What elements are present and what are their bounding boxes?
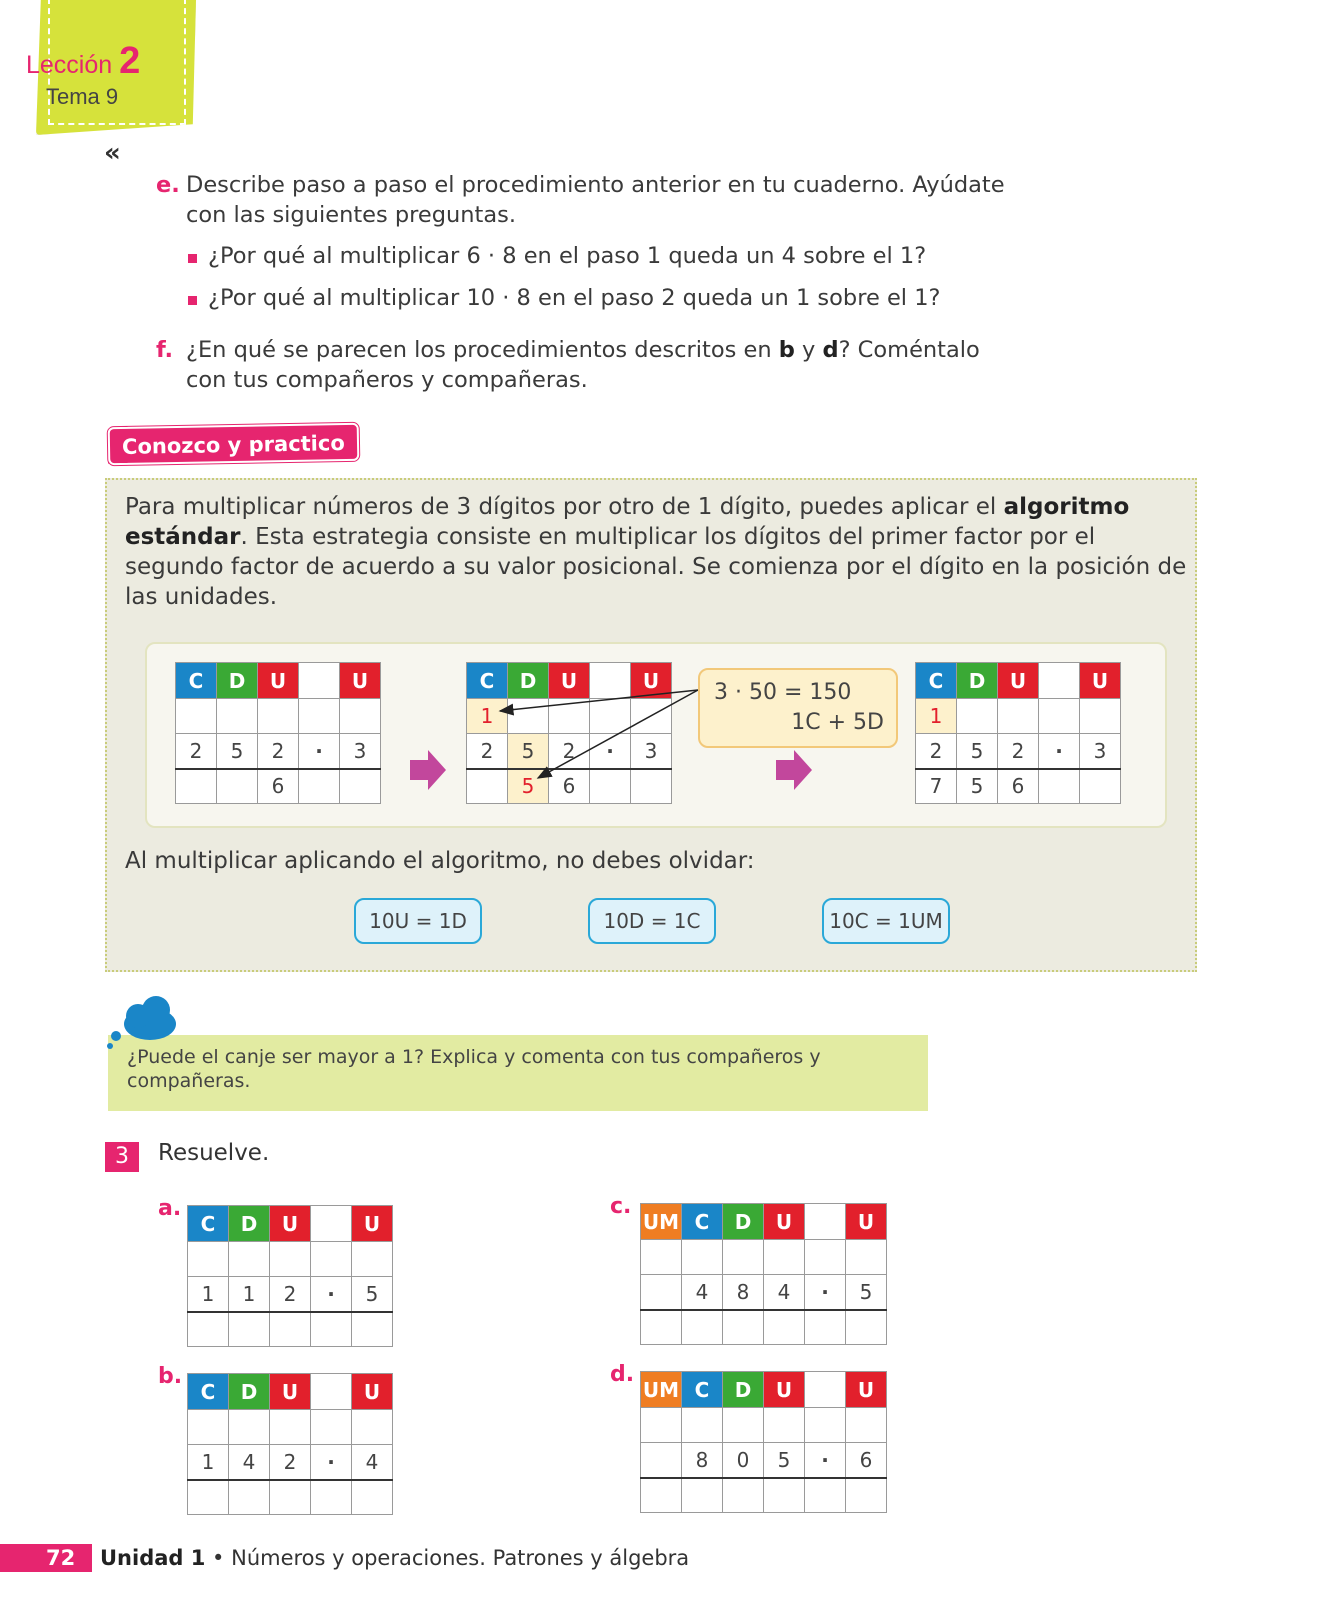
exercise-d-letter: d. (610, 1362, 635, 1387)
step-2-table: C D U U 1 2 5 2 · 3 5 6 (466, 662, 672, 804)
item-f-line1: ¿En qué se parecen los procedimientos descritos en b y d? Coméntalo (186, 337, 980, 363)
exercise-title: Resuelve. (158, 1140, 270, 1166)
item-f-letter: f. (156, 337, 174, 363)
info-line-2: estándar. Esta estrategia consiste en multiplicar los dígitos del primer factor por el (125, 524, 1096, 550)
calc-line-2: 1C + 5D (791, 710, 884, 735)
step-1-table: C D U U 2 5 2 · 3 6 (175, 662, 381, 804)
item-e-question-1: ¿Por qué al multiplicar 6 · 8 en el paso 1 queda un 4 sobre el 1? (208, 243, 927, 269)
think-question: ¿Puede el canje ser mayor a 1? Explica y comenta con tus compañeros y compañeras. (127, 1046, 821, 1092)
item-e-line2: con las siguientes preguntas. (186, 202, 517, 228)
footer-text: Unidad 1 • Números y operaciones. Patrones y álgebra (100, 1546, 690, 1570)
rule-pill-2: 10D = 1C (588, 898, 716, 944)
exercise-a-table: C D U U 1 1 2 · 5 (187, 1205, 393, 1347)
exercise-d-table: UM C D U U 8 0 5 · 6 (640, 1371, 887, 1513)
exercise-a-letter: a. (158, 1196, 182, 1221)
info-line-4: las unidades. (125, 584, 278, 610)
item-e-line1: Describe paso a paso el procedimiento anterior en tu cuaderno. Ayúdate (186, 172, 1005, 198)
item-e-question-2: ¿Por qué al multiplicar 10 · 8 en el paso 2 queda un 1 sobre el 1? (208, 285, 941, 311)
step-3-table: C D U U 1 2 5 2 · 3 7 5 6 (915, 662, 1121, 804)
rule-pill-3: 10C = 1UM (822, 898, 950, 944)
item-f-line2: con tus compañeros y compañeras. (186, 367, 588, 393)
exercise-b-table: C D U U 1 4 2 · 4 (187, 1373, 393, 1515)
lesson-title: Lección 2 (26, 40, 141, 82)
page-number: 72 (46, 1546, 76, 1570)
info-line-3: segundo factor de acuerdo a su valor posicional. Se comienza por el dígito en la posición de (125, 554, 1187, 580)
exercise-c-letter: c. (610, 1194, 632, 1219)
section-title: Conozco y practico (108, 423, 359, 465)
rule-pill-1: 10U = 1D (354, 898, 482, 944)
exercise-b-letter: b. (158, 1364, 183, 1389)
calculation-box (698, 668, 898, 748)
item-e-letter: e. (156, 172, 180, 198)
calc-line-1: 3 · 50 = 150 (714, 680, 852, 705)
lesson-topic: Tema 9 (46, 84, 119, 109)
exercise-number: 3 (105, 1142, 139, 1172)
back-chevron-icon[interactable]: « (104, 138, 118, 168)
info-line-1: Para multiplicar números de 3 dígitos por otro de 1 dígito, puedes aplicar el algoritmo (125, 494, 1130, 520)
reminder-text: Al multiplicar aplicando el algoritmo, no debes olvidar: (125, 848, 755, 874)
exercise-c-table: UM C D U U 4 8 4 · 5 (640, 1203, 887, 1345)
